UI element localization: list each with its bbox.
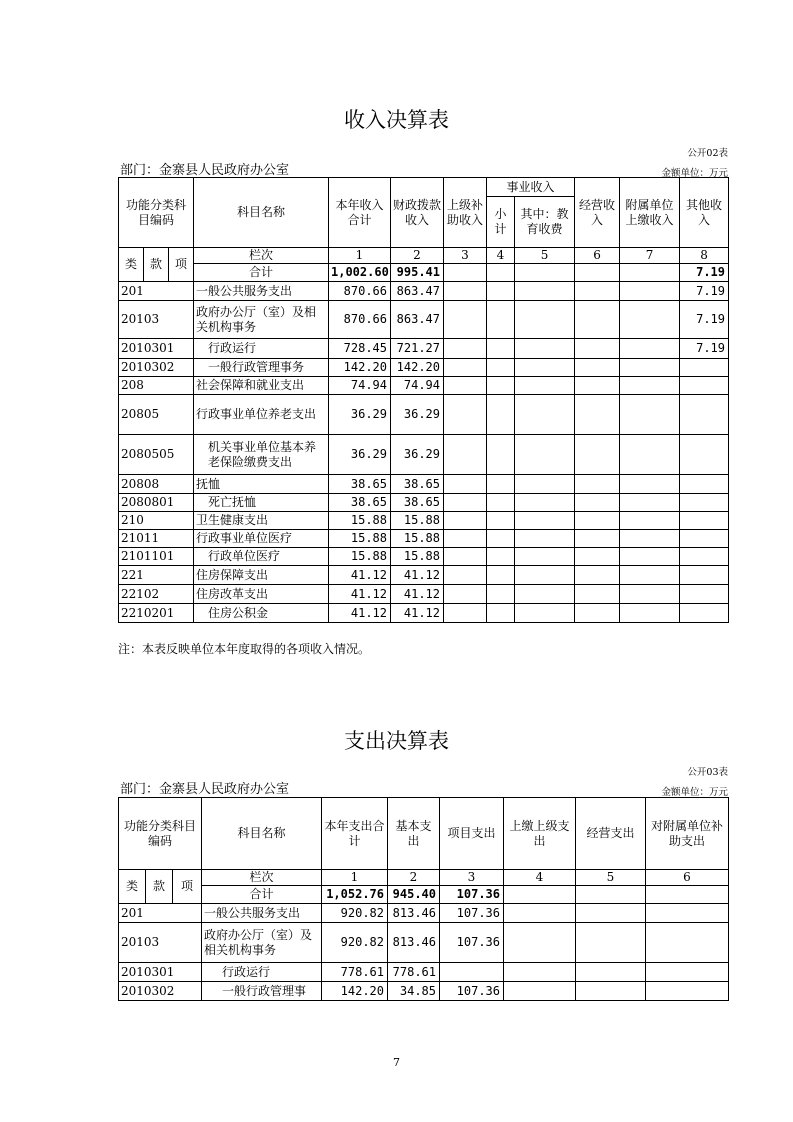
row-other: 7.19 (680, 339, 729, 359)
row-other: 7.19 (680, 282, 729, 301)
row-basic: 778.61 (388, 963, 440, 982)
sum-project: 107.36 (440, 886, 504, 904)
row-project: 107.36 (440, 982, 504, 1001)
col-num: 4 (487, 248, 515, 264)
income-table-unit: 金额单位：万元 (661, 168, 728, 179)
row-name: 住房保障支出 (194, 566, 329, 585)
row-project (440, 963, 504, 982)
row-total: 920.82 (322, 904, 388, 923)
row-total: 74.94 (329, 377, 391, 395)
row-fiscal: 38.65 (391, 475, 444, 494)
col-num: 1 (322, 870, 388, 886)
row-name: 住房改革支出 (194, 585, 329, 604)
header-name: 科目名称 (202, 798, 322, 870)
row-code: 221 (119, 566, 194, 585)
table-row (119, 604, 729, 623)
row-fiscal: 863.47 (391, 301, 444, 339)
row-fiscal: 15.88 (391, 530, 444, 548)
col-num: 6 (646, 870, 729, 886)
header-project: 项目支出 (440, 798, 504, 870)
row-other (680, 566, 729, 585)
row-name: 行政运行 (202, 963, 322, 982)
row-fiscal: 38.65 (391, 494, 444, 512)
row-name: 政府办公厅（室）及相关机构事务 (202, 923, 322, 963)
col-num: 7 (620, 248, 680, 264)
row-other (680, 475, 729, 494)
col-num: 1 (329, 248, 391, 264)
income-table-code: 公开02表 (687, 148, 728, 159)
row-other (680, 530, 729, 548)
table-row (119, 982, 729, 1001)
expense-table (118, 797, 729, 1001)
row-total: 142.20 (329, 359, 391, 377)
row-total: 15.88 (329, 548, 391, 566)
lanci-label: 栏次 (202, 870, 322, 886)
sum-total: 1,052.76 (322, 886, 388, 904)
row-project: 107.36 (440, 904, 504, 923)
row-fiscal: 863.47 (391, 282, 444, 301)
header-func-code: 功能分类科目编码 (119, 178, 194, 248)
row-code: 20805 (119, 395, 194, 435)
lanci-label: 栏次 (194, 248, 329, 264)
row-project: 107.36 (440, 923, 504, 963)
row-code: 210 (119, 512, 194, 530)
table-row (119, 530, 729, 548)
sum-label: 合计 (194, 264, 329, 282)
row-total: 41.12 (329, 585, 391, 604)
header-func-code: 功能分类科目编码 (119, 798, 202, 870)
row-code: 2010301 (119, 963, 202, 982)
row-other (680, 435, 729, 475)
row-total: 15.88 (329, 512, 391, 530)
row-name: 住房公积金 (194, 604, 329, 623)
expense-table-code: 公开03表 (687, 767, 728, 778)
header-affil: 对附属单位补助支出 (646, 798, 729, 870)
row-fiscal: 15.88 (391, 512, 444, 530)
header-name: 科目名称 (194, 178, 329, 248)
table-row (119, 548, 729, 566)
row-fiscal: 74.94 (391, 377, 444, 395)
sum-total: 1,002.60 (329, 264, 391, 282)
table-row (119, 435, 729, 475)
row-other (680, 377, 729, 395)
table-row (119, 566, 729, 585)
row-name: 死亡抚恤 (194, 494, 329, 512)
row-name: 抚恤 (194, 475, 329, 494)
table-row (119, 512, 729, 530)
table-row (119, 963, 729, 982)
row-name: 机关事业单位基本养老保险缴费支出 (194, 435, 329, 475)
table-row (119, 377, 729, 395)
col-num: 4 (504, 870, 576, 886)
row-code: 2010302 (119, 982, 202, 1001)
table-row (119, 339, 729, 359)
row-fiscal: 41.12 (391, 585, 444, 604)
row-total: 728.45 (329, 339, 391, 359)
row-other (680, 604, 729, 623)
row-name: 一般行政管理事 (202, 982, 322, 1001)
header-oper: 经营收入 (575, 178, 620, 248)
header-upper: 上级补助收入 (444, 178, 487, 248)
row-name: 一般公共服务支出 (202, 904, 322, 923)
row-other (680, 395, 729, 435)
sum-fiscal: 995.41 (391, 264, 444, 282)
col-num: 6 (575, 248, 620, 264)
row-name: 政府办公厅（室）及相关机构事务 (194, 301, 329, 339)
row-name: 卫生健康支出 (194, 512, 329, 530)
row-name: 行政运行 (194, 339, 329, 359)
header-total: 本年收入合计 (329, 178, 391, 248)
table-row (119, 923, 729, 963)
row-fiscal: 142.20 (391, 359, 444, 377)
income-table-title: 收入决算表 (344, 108, 449, 132)
col-num: 8 (680, 248, 729, 264)
table-row (119, 585, 729, 604)
row-total: 36.29 (329, 395, 391, 435)
row-name: 行政单位医疗 (194, 548, 329, 566)
col-num: 5 (515, 248, 575, 264)
header-fiscal: 财政拨款收入 (391, 178, 444, 248)
header-lei: 类 (119, 870, 146, 904)
header-kuan: 款 (146, 870, 173, 904)
row-other (680, 512, 729, 530)
income-table-dept: 部门：金寨县人民政府办公室 (120, 163, 290, 178)
row-code: 20103 (119, 301, 194, 339)
row-basic: 34.85 (388, 982, 440, 1001)
sum-other: 7.19 (680, 264, 729, 282)
row-code: 201 (119, 904, 202, 923)
row-code: 20103 (119, 923, 202, 963)
header-total: 本年支出合计 (322, 798, 388, 870)
row-total: 142.20 (322, 982, 388, 1001)
row-total: 38.65 (329, 494, 391, 512)
income-table-note: 注：本表反映单位本年度取得的各项收入情况。 (118, 642, 371, 656)
expense-table-title: 支出决算表 (344, 729, 449, 753)
col-num: 2 (391, 248, 444, 264)
header-basic: 基本支出 (388, 798, 440, 870)
row-code: 201 (119, 282, 194, 301)
row-name: 一般公共服务支出 (194, 282, 329, 301)
header-kuan: 款 (144, 248, 169, 282)
col-num: 5 (576, 870, 646, 886)
row-other: 7.19 (680, 301, 729, 339)
row-code: 2101101 (119, 548, 194, 566)
sum-basic: 945.40 (388, 886, 440, 904)
table-row (119, 475, 729, 494)
row-basic: 813.46 (388, 904, 440, 923)
row-name: 社会保障和就业支出 (194, 377, 329, 395)
header-edu: 其中：教育收费 (515, 197, 575, 248)
row-fiscal: 41.12 (391, 604, 444, 623)
header-xiang: 项 (173, 870, 202, 904)
row-code: 2010301 (119, 339, 194, 359)
row-code: 2010302 (119, 359, 194, 377)
row-fiscal: 721.27 (391, 339, 444, 359)
expense-table-dept: 部门：金寨县人民政府办公室 (120, 782, 290, 797)
row-name: 行政事业单位养老支出 (194, 395, 329, 435)
row-total: 36.29 (329, 435, 391, 475)
income-table (118, 177, 729, 623)
table-row (119, 359, 729, 377)
table-row (119, 301, 729, 339)
header-career: 事业收入 (487, 178, 575, 197)
header-upper: 上缴上级支出 (504, 798, 576, 870)
table-row (119, 395, 729, 435)
row-other (680, 548, 729, 566)
row-other (680, 585, 729, 604)
row-total: 778.61 (322, 963, 388, 982)
header-lei: 类 (119, 248, 144, 282)
table-row (119, 494, 729, 512)
header-subtotal: 小计 (487, 197, 515, 248)
row-code: 2210201 (119, 604, 194, 623)
row-total: 870.66 (329, 301, 391, 339)
sum-label: 合计 (202, 886, 322, 904)
row-total: 38.65 (329, 475, 391, 494)
row-fiscal: 36.29 (391, 395, 444, 435)
col-num: 3 (440, 870, 504, 886)
row-fiscal: 41.12 (391, 566, 444, 585)
table-row (119, 282, 729, 301)
row-code: 22102 (119, 585, 194, 604)
row-basic: 813.46 (388, 923, 440, 963)
row-name: 一般行政管理事务 (194, 359, 329, 377)
row-total: 920.82 (322, 923, 388, 963)
row-total: 41.12 (329, 604, 391, 623)
expense-table-unit: 金额单位：万元 (661, 787, 728, 798)
header-oper: 经营支出 (576, 798, 646, 870)
header-xiang: 项 (169, 248, 194, 282)
row-code: 2080801 (119, 494, 194, 512)
row-code: 21011 (119, 530, 194, 548)
page-number: 7 (393, 1056, 400, 1069)
row-other (680, 494, 729, 512)
col-num: 2 (388, 870, 440, 886)
row-total: 15.88 (329, 530, 391, 548)
row-fiscal: 15.88 (391, 548, 444, 566)
row-fiscal: 36.29 (391, 435, 444, 475)
row-name: 行政事业单位医疗 (194, 530, 329, 548)
row-total: 41.12 (329, 566, 391, 585)
row-code: 2080505 (119, 435, 194, 475)
table-row (119, 904, 729, 923)
row-code: 20808 (119, 475, 194, 494)
header-affil: 附属单位上缴收入 (620, 178, 680, 248)
row-total: 870.66 (329, 282, 391, 301)
col-num: 3 (444, 248, 487, 264)
header-other: 其他收入 (680, 178, 729, 248)
row-code: 208 (119, 377, 194, 395)
row-other (680, 359, 729, 377)
